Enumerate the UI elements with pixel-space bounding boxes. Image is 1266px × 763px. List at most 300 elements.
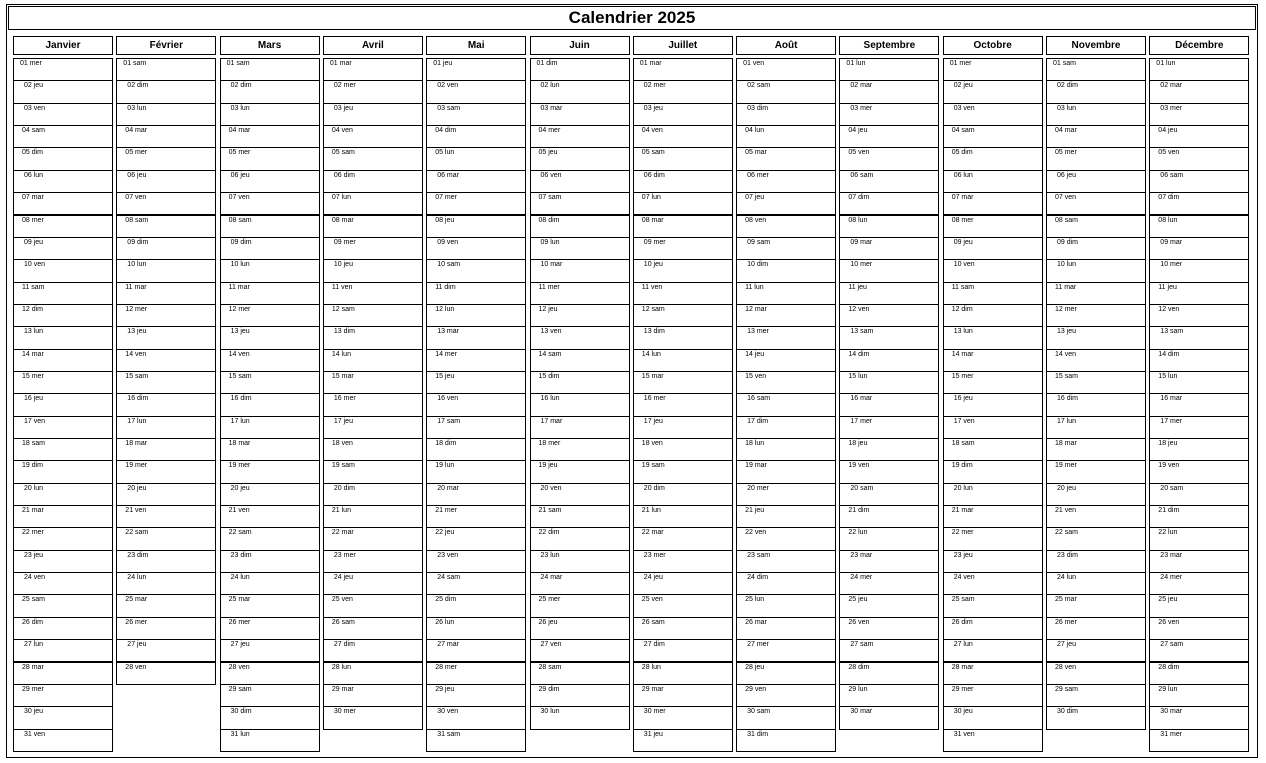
day-cell[interactable] <box>1149 572 1249 595</box>
day-cell[interactable] <box>220 662 320 685</box>
day-cell[interactable] <box>839 58 939 81</box>
day-cell[interactable] <box>1149 349 1249 372</box>
day-cell[interactable] <box>13 170 113 193</box>
day-cell[interactable] <box>736 147 836 170</box>
day-cell[interactable] <box>530 80 630 103</box>
day-cell[interactable] <box>1149 460 1249 483</box>
day-cell[interactable] <box>220 438 320 461</box>
day-cell[interactable] <box>839 505 939 528</box>
day-cell[interactable] <box>1046 527 1146 550</box>
day-cell[interactable] <box>426 170 526 193</box>
day-cell[interactable] <box>839 460 939 483</box>
day-cell[interactable] <box>839 371 939 394</box>
day-cell[interactable] <box>1046 170 1146 193</box>
day-cell[interactable] <box>1149 326 1249 349</box>
day-cell[interactable] <box>839 639 939 662</box>
day-cell[interactable] <box>426 371 526 394</box>
day-cell[interactable] <box>426 617 526 640</box>
day-cell[interactable] <box>736 438 836 461</box>
day-cell[interactable] <box>13 460 113 483</box>
day-cell[interactable] <box>633 527 733 550</box>
day-cell[interactable] <box>323 550 423 573</box>
day-cell[interactable] <box>116 103 216 126</box>
day-cell[interactable] <box>13 282 113 305</box>
day-cell[interactable] <box>943 550 1043 573</box>
day-cell[interactable] <box>1046 617 1146 640</box>
day-cell[interactable] <box>116 215 216 238</box>
day-cell[interactable] <box>943 349 1043 372</box>
day-cell[interactable] <box>1046 349 1146 372</box>
day-cell[interactable] <box>323 393 423 416</box>
day-cell[interactable] <box>13 80 113 103</box>
day-cell[interactable] <box>530 125 630 148</box>
day-cell[interactable] <box>323 617 423 640</box>
day-cell[interactable] <box>943 572 1043 595</box>
day-cell[interactable] <box>13 304 113 327</box>
day-cell[interactable] <box>220 416 320 439</box>
day-cell[interactable] <box>13 594 113 617</box>
day-cell[interactable] <box>736 505 836 528</box>
day-cell[interactable] <box>530 103 630 126</box>
day-cell[interactable] <box>1149 371 1249 394</box>
day-cell[interactable] <box>1149 639 1249 662</box>
day-cell[interactable] <box>736 259 836 282</box>
day-cell[interactable] <box>1046 684 1146 707</box>
day-cell[interactable] <box>220 237 320 260</box>
day-cell[interactable] <box>323 304 423 327</box>
day-cell[interactable] <box>1046 438 1146 461</box>
day-cell[interactable] <box>1046 371 1146 394</box>
day-cell[interactable] <box>323 527 423 550</box>
day-cell[interactable] <box>220 684 320 707</box>
day-cell[interactable] <box>1046 505 1146 528</box>
day-cell[interactable] <box>116 460 216 483</box>
day-cell[interactable] <box>839 662 939 685</box>
day-cell[interactable] <box>426 304 526 327</box>
day-cell[interactable] <box>220 706 320 729</box>
day-cell[interactable] <box>736 684 836 707</box>
day-cell[interactable] <box>633 550 733 573</box>
day-cell[interactable] <box>530 416 630 439</box>
day-cell[interactable] <box>220 215 320 238</box>
day-cell[interactable] <box>220 125 320 148</box>
day-cell[interactable] <box>633 617 733 640</box>
day-cell[interactable] <box>839 684 939 707</box>
day-cell[interactable] <box>839 706 939 729</box>
day-cell[interactable] <box>323 594 423 617</box>
day-cell[interactable] <box>1149 662 1249 685</box>
day-cell[interactable] <box>943 170 1043 193</box>
day-cell[interactable] <box>943 617 1043 640</box>
day-cell[interactable] <box>633 393 733 416</box>
day-cell[interactable] <box>839 282 939 305</box>
day-cell[interactable] <box>220 282 320 305</box>
day-cell[interactable] <box>633 483 733 506</box>
day-cell[interactable] <box>220 505 320 528</box>
day-cell[interactable] <box>839 416 939 439</box>
day-cell[interactable] <box>530 483 630 506</box>
day-cell[interactable] <box>633 215 733 238</box>
day-cell[interactable] <box>530 349 630 372</box>
day-cell[interactable] <box>13 259 113 282</box>
day-cell[interactable] <box>1046 259 1146 282</box>
day-cell[interactable] <box>13 505 113 528</box>
day-cell[interactable] <box>1149 215 1249 238</box>
day-cell[interactable] <box>116 572 216 595</box>
day-cell[interactable] <box>530 215 630 238</box>
day-cell[interactable] <box>839 103 939 126</box>
day-cell[interactable] <box>1046 282 1146 305</box>
day-cell[interactable] <box>633 662 733 685</box>
day-cell[interactable] <box>426 326 526 349</box>
day-cell[interactable] <box>530 304 630 327</box>
day-cell[interactable] <box>426 125 526 148</box>
day-cell[interactable] <box>1149 170 1249 193</box>
day-cell[interactable] <box>13 349 113 372</box>
day-cell[interactable] <box>1149 438 1249 461</box>
day-cell[interactable] <box>323 706 423 729</box>
day-cell[interactable] <box>633 505 733 528</box>
day-cell[interactable] <box>116 416 216 439</box>
day-cell[interactable] <box>13 729 113 752</box>
day-cell[interactable] <box>116 125 216 148</box>
day-cell[interactable] <box>116 349 216 372</box>
day-cell[interactable] <box>530 594 630 617</box>
day-cell[interactable] <box>736 103 836 126</box>
day-cell[interactable] <box>943 505 1043 528</box>
day-cell[interactable] <box>116 393 216 416</box>
day-cell[interactable] <box>13 58 113 81</box>
day-cell[interactable] <box>323 572 423 595</box>
day-cell[interactable] <box>530 282 630 305</box>
day-cell[interactable] <box>13 125 113 148</box>
day-cell[interactable] <box>1046 192 1146 215</box>
day-cell[interactable] <box>323 416 423 439</box>
day-cell[interactable] <box>1149 594 1249 617</box>
day-cell[interactable] <box>1149 483 1249 506</box>
day-cell[interactable] <box>1149 416 1249 439</box>
day-cell[interactable] <box>1046 58 1146 81</box>
day-cell[interactable] <box>13 483 113 506</box>
day-cell[interactable] <box>736 572 836 595</box>
day-cell[interactable] <box>736 460 836 483</box>
day-cell[interactable] <box>839 259 939 282</box>
day-cell[interactable] <box>323 349 423 372</box>
day-cell[interactable] <box>426 550 526 573</box>
day-cell[interactable] <box>220 483 320 506</box>
day-cell[interactable] <box>530 684 630 707</box>
day-cell[interactable] <box>13 438 113 461</box>
day-cell[interactable] <box>220 594 320 617</box>
day-cell[interactable] <box>839 617 939 640</box>
day-cell[interactable] <box>426 282 526 305</box>
day-cell[interactable] <box>426 706 526 729</box>
day-cell[interactable] <box>633 349 733 372</box>
day-cell[interactable] <box>13 706 113 729</box>
day-cell[interactable] <box>220 80 320 103</box>
day-cell[interactable] <box>323 147 423 170</box>
day-cell[interactable] <box>1149 282 1249 305</box>
day-cell[interactable] <box>13 147 113 170</box>
day-cell[interactable] <box>426 349 526 372</box>
day-cell[interactable] <box>220 729 320 752</box>
day-cell[interactable] <box>1046 326 1146 349</box>
day-cell[interactable] <box>633 282 733 305</box>
day-cell[interactable] <box>633 259 733 282</box>
day-cell[interactable] <box>943 147 1043 170</box>
day-cell[interactable] <box>1149 684 1249 707</box>
day-cell[interactable] <box>220 103 320 126</box>
day-cell[interactable] <box>736 282 836 305</box>
day-cell[interactable] <box>633 304 733 327</box>
day-cell[interactable] <box>426 438 526 461</box>
day-cell[interactable] <box>736 617 836 640</box>
day-cell[interactable] <box>839 550 939 573</box>
day-cell[interactable] <box>839 237 939 260</box>
day-cell[interactable] <box>1149 550 1249 573</box>
day-cell[interactable] <box>839 483 939 506</box>
day-cell[interactable] <box>426 505 526 528</box>
day-cell[interactable] <box>736 237 836 260</box>
day-cell[interactable] <box>943 460 1043 483</box>
day-cell[interactable] <box>116 438 216 461</box>
day-cell[interactable] <box>839 215 939 238</box>
day-cell[interactable] <box>13 572 113 595</box>
day-cell[interactable] <box>943 662 1043 685</box>
day-cell[interactable] <box>736 304 836 327</box>
day-cell[interactable] <box>426 483 526 506</box>
day-cell[interactable] <box>530 259 630 282</box>
day-cell[interactable] <box>530 237 630 260</box>
day-cell[interactable] <box>323 684 423 707</box>
day-cell[interactable] <box>1149 617 1249 640</box>
day-cell[interactable] <box>323 371 423 394</box>
day-cell[interactable] <box>839 572 939 595</box>
day-cell[interactable] <box>323 639 423 662</box>
day-cell[interactable] <box>220 304 320 327</box>
day-cell[interactable] <box>633 639 733 662</box>
day-cell[interactable] <box>1149 192 1249 215</box>
day-cell[interactable] <box>633 371 733 394</box>
day-cell[interactable] <box>220 639 320 662</box>
day-cell[interactable] <box>323 505 423 528</box>
day-cell[interactable] <box>736 326 836 349</box>
day-cell[interactable] <box>426 58 526 81</box>
day-cell[interactable] <box>116 483 216 506</box>
day-cell[interactable] <box>530 550 630 573</box>
day-cell[interactable] <box>633 326 733 349</box>
day-cell[interactable] <box>943 326 1043 349</box>
day-cell[interactable] <box>323 80 423 103</box>
day-cell[interactable] <box>736 125 836 148</box>
day-cell[interactable] <box>13 103 113 126</box>
day-cell[interactable] <box>116 80 216 103</box>
day-cell[interactable] <box>1046 147 1146 170</box>
day-cell[interactable] <box>736 371 836 394</box>
day-cell[interactable] <box>736 706 836 729</box>
day-cell[interactable] <box>1046 237 1146 260</box>
day-cell[interactable] <box>1149 505 1249 528</box>
day-cell[interactable] <box>736 594 836 617</box>
day-cell[interactable] <box>1149 706 1249 729</box>
day-cell[interactable] <box>426 684 526 707</box>
day-cell[interactable] <box>839 326 939 349</box>
day-cell[interactable] <box>736 639 836 662</box>
day-cell[interactable] <box>426 639 526 662</box>
day-cell[interactable] <box>839 170 939 193</box>
day-cell[interactable] <box>1149 103 1249 126</box>
day-cell[interactable] <box>116 527 216 550</box>
day-cell[interactable] <box>943 282 1043 305</box>
day-cell[interactable] <box>13 550 113 573</box>
day-cell[interactable] <box>530 438 630 461</box>
day-cell[interactable] <box>736 80 836 103</box>
day-cell[interactable] <box>323 170 423 193</box>
day-cell[interactable] <box>426 393 526 416</box>
day-cell[interactable] <box>13 237 113 260</box>
day-cell[interactable] <box>13 192 113 215</box>
day-cell[interactable] <box>633 729 733 752</box>
day-cell[interactable] <box>839 527 939 550</box>
day-cell[interactable] <box>323 58 423 81</box>
day-cell[interactable] <box>13 662 113 685</box>
day-cell[interactable] <box>530 371 630 394</box>
day-cell[interactable] <box>530 617 630 640</box>
day-cell[interactable] <box>13 371 113 394</box>
day-cell[interactable] <box>116 371 216 394</box>
day-cell[interactable] <box>220 371 320 394</box>
day-cell[interactable] <box>736 215 836 238</box>
day-cell[interactable] <box>943 80 1043 103</box>
day-cell[interactable] <box>530 460 630 483</box>
day-cell[interactable] <box>1046 662 1146 685</box>
day-cell[interactable] <box>943 58 1043 81</box>
day-cell[interactable] <box>530 505 630 528</box>
day-cell[interactable] <box>116 192 216 215</box>
day-cell[interactable] <box>426 147 526 170</box>
day-cell[interactable] <box>633 170 733 193</box>
day-cell[interactable] <box>943 684 1043 707</box>
day-cell[interactable] <box>116 639 216 662</box>
day-cell[interactable] <box>13 326 113 349</box>
day-cell[interactable] <box>530 58 630 81</box>
day-cell[interactable] <box>426 103 526 126</box>
day-cell[interactable] <box>1046 594 1146 617</box>
day-cell[interactable] <box>220 192 320 215</box>
day-cell[interactable] <box>736 483 836 506</box>
day-cell[interactable] <box>220 349 320 372</box>
day-cell[interactable] <box>943 215 1043 238</box>
day-cell[interactable] <box>13 215 113 238</box>
day-cell[interactable] <box>116 282 216 305</box>
day-cell[interactable] <box>530 326 630 349</box>
day-cell[interactable] <box>633 438 733 461</box>
day-cell[interactable] <box>736 550 836 573</box>
day-cell[interactable] <box>323 662 423 685</box>
day-cell[interactable] <box>323 483 423 506</box>
day-cell[interactable] <box>633 147 733 170</box>
day-cell[interactable] <box>426 594 526 617</box>
day-cell[interactable] <box>1149 527 1249 550</box>
day-cell[interactable] <box>220 550 320 573</box>
day-cell[interactable] <box>839 594 939 617</box>
day-cell[interactable] <box>1046 550 1146 573</box>
day-cell[interactable] <box>1046 125 1146 148</box>
day-cell[interactable] <box>426 80 526 103</box>
day-cell[interactable] <box>1149 58 1249 81</box>
day-cell[interactable] <box>736 192 836 215</box>
day-cell[interactable] <box>943 706 1043 729</box>
day-cell[interactable] <box>116 58 216 81</box>
day-cell[interactable] <box>839 80 939 103</box>
day-cell[interactable] <box>116 237 216 260</box>
day-cell[interactable] <box>633 684 733 707</box>
day-cell[interactable] <box>943 729 1043 752</box>
day-cell[interactable] <box>943 639 1043 662</box>
day-cell[interactable] <box>530 662 630 685</box>
day-cell[interactable] <box>1046 460 1146 483</box>
day-cell[interactable] <box>943 371 1043 394</box>
day-cell[interactable] <box>220 326 320 349</box>
day-cell[interactable] <box>116 259 216 282</box>
day-cell[interactable] <box>116 304 216 327</box>
day-cell[interactable] <box>1149 393 1249 416</box>
day-cell[interactable] <box>1046 416 1146 439</box>
day-cell[interactable] <box>530 527 630 550</box>
day-cell[interactable] <box>530 147 630 170</box>
day-cell[interactable] <box>633 58 733 81</box>
day-cell[interactable] <box>1046 393 1146 416</box>
day-cell[interactable] <box>116 170 216 193</box>
day-cell[interactable] <box>426 527 526 550</box>
day-cell[interactable] <box>220 572 320 595</box>
day-cell[interactable] <box>633 460 733 483</box>
day-cell[interactable] <box>943 304 1043 327</box>
day-cell[interactable] <box>839 125 939 148</box>
day-cell[interactable] <box>323 192 423 215</box>
day-cell[interactable] <box>13 416 113 439</box>
day-cell[interactable] <box>323 326 423 349</box>
day-cell[interactable] <box>426 192 526 215</box>
day-cell[interactable] <box>633 416 733 439</box>
day-cell[interactable] <box>323 237 423 260</box>
day-cell[interactable] <box>1046 572 1146 595</box>
day-cell[interactable] <box>426 416 526 439</box>
day-cell[interactable] <box>839 304 939 327</box>
day-cell[interactable] <box>943 594 1043 617</box>
day-cell[interactable] <box>736 729 836 752</box>
day-cell[interactable] <box>633 125 733 148</box>
day-cell[interactable] <box>1149 237 1249 260</box>
day-cell[interactable] <box>13 617 113 640</box>
day-cell[interactable] <box>736 58 836 81</box>
day-cell[interactable] <box>839 192 939 215</box>
day-cell[interactable] <box>530 393 630 416</box>
day-cell[interactable] <box>116 147 216 170</box>
day-cell[interactable] <box>1149 125 1249 148</box>
day-cell[interactable] <box>633 237 733 260</box>
day-cell[interactable] <box>1046 483 1146 506</box>
day-cell[interactable] <box>943 438 1043 461</box>
day-cell[interactable] <box>1149 304 1249 327</box>
day-cell[interactable] <box>1046 80 1146 103</box>
day-cell[interactable] <box>13 527 113 550</box>
day-cell[interactable] <box>323 460 423 483</box>
day-cell[interactable] <box>116 594 216 617</box>
day-cell[interactable] <box>13 393 113 416</box>
day-cell[interactable] <box>839 349 939 372</box>
day-cell[interactable] <box>13 684 113 707</box>
